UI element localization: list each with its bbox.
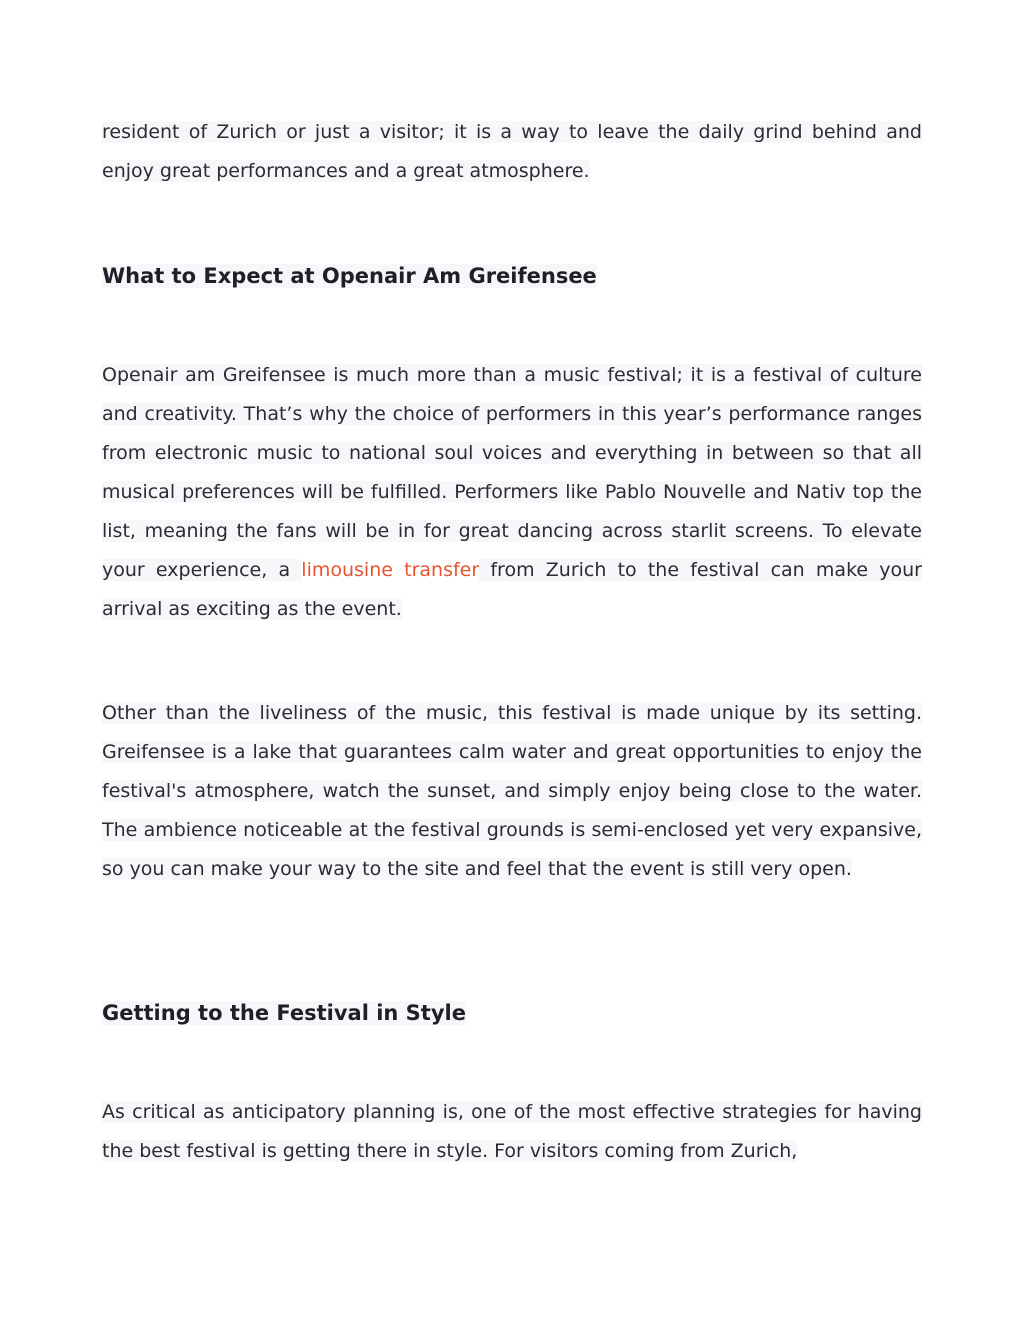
section-heading-what-to-expect — [102, 261, 597, 291]
paragraph-text: Openair am Greifensee is much more than a music festival; it is a festival of culture and creativity. That’s why the choice of performers in this year’s performance ranges from electronic music to national soul voices and everything in between so that all musical preferences will be fulfilled. Performers like Pablo Nouvelle and Nativ top the list, meaning the fans will be in for great dancing across starlit screens. To elevate your experience, a — [102, 364, 922, 581]
paragraph-intro-continued — [102, 113, 922, 191]
heading-text: What to Expect at Openair Am Greifensee — [102, 264, 597, 288]
heading-text: Getting to the Festival in Style — [102, 1001, 466, 1025]
paragraph-text: As critical as anticipatory planning is, one of the most effective strategies for having the best festival is getting there in style. For visitors coming from Zurich, — [102, 1101, 922, 1162]
paragraph-setting — [102, 694, 922, 889]
paragraph-text: resident of Zurich or just a visitor; it is a way to leave the daily grind behind and enjoy great performances and a great atmosphere. — [102, 121, 922, 182]
section-heading-getting-there — [102, 998, 466, 1028]
limousine-transfer-link[interactable]: limousine transfer — [301, 559, 480, 581]
paragraph-performers — [102, 356, 922, 629]
paragraph-travel-style — [102, 1093, 922, 1171]
paragraph-text: Other than the liveliness of the music, this festival is made unique by its setting. Greifensee is a lake that guarantees calm water and great opportunities to enjoy the festival's atmosphere, watch the sunset, and simply enjoy being close to the water. The ambience noticeable at the festival grounds is semi-enclosed yet very expansive, so you can make your way to the site and feel that the event is still very open. — [102, 702, 922, 880]
paragraph-text: from Zurich to the festival can make your arrival as exciting as the event. — [102, 559, 922, 620]
